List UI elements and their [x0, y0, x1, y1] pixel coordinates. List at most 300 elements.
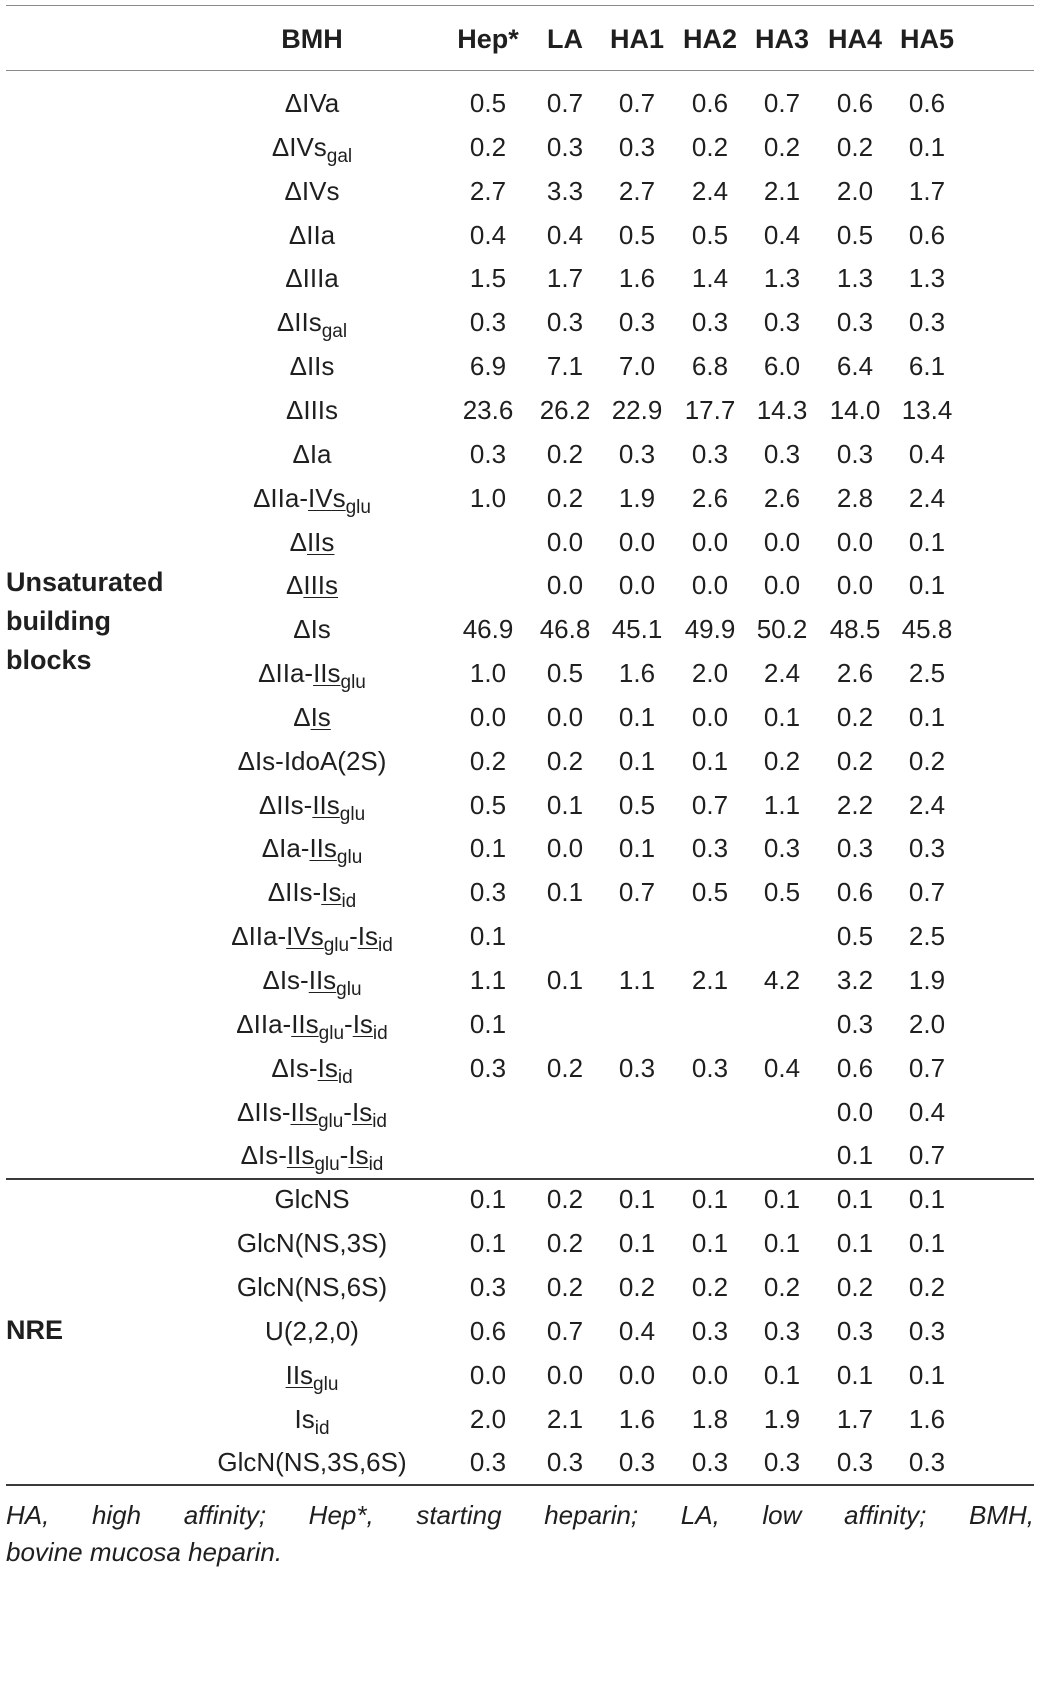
table-cell: 1.9	[618, 482, 656, 513]
table-cell: 1.8	[691, 1403, 729, 1434]
table-cell: 0.3	[618, 1447, 656, 1478]
table-cell: 0.6	[908, 88, 946, 118]
table-cell: 26.2	[539, 394, 591, 425]
table-cell: 1.6	[618, 1403, 656, 1434]
table-cell: 0.0	[763, 570, 801, 601]
table-cell: 1.1	[469, 965, 507, 995]
table-cell: 0.7	[691, 789, 729, 820]
table-cell: 0.1	[908, 570, 946, 601]
label-part: IVs	[308, 482, 346, 513]
table-cell: 0.5	[469, 88, 507, 118]
label-part: ΔIIa-	[236, 1008, 292, 1039]
table-cell: 0.0	[469, 701, 507, 732]
row-label	[238, 746, 387, 776]
table-cell: 0.5	[836, 219, 874, 250]
table-cell: 1.3	[763, 263, 801, 294]
row-label	[285, 176, 340, 206]
table-cell: 17.7	[684, 394, 736, 425]
table-cell: 0.1	[469, 1228, 507, 1259]
table-cell: 2.4	[691, 175, 729, 206]
table-cell: 46.9	[462, 614, 514, 645]
table-cell: 1.6	[908, 1403, 946, 1434]
table-cell: 0.2	[546, 482, 584, 513]
table-cell: 2.5	[908, 921, 946, 952]
label-subscript: id	[368, 1154, 384, 1176]
table-cell: 0.1	[908, 1184, 946, 1215]
label-part: Is	[317, 1052, 338, 1083]
table-cell: 3.2	[836, 965, 874, 995]
table-cell: 0.2	[836, 745, 874, 776]
row-label	[290, 351, 335, 381]
table-cell: 0.0	[618, 526, 656, 557]
label-part: IIs	[313, 658, 341, 689]
table-cell: 0.2	[908, 1271, 946, 1302]
label-subscript: glu	[318, 1022, 345, 1044]
table-cell: 0.0	[546, 570, 584, 601]
table-cell: 0.6	[836, 88, 874, 118]
table-cell: 1.6	[618, 263, 656, 294]
label-part: -	[344, 1008, 353, 1039]
footnote-line-2: bovine mucosa heparin.	[6, 1537, 283, 1567]
table-cell: 0.2	[546, 438, 584, 469]
table-cell: 4.2	[763, 965, 801, 995]
table-cell: 0.7	[908, 1052, 946, 1083]
group-label	[6, 1311, 63, 1350]
table-cell: 2.6	[763, 482, 801, 513]
table-cell: 1.7	[908, 175, 946, 206]
row-label	[240, 1140, 384, 1176]
table-cell: 0.1	[763, 701, 801, 732]
row-label	[276, 307, 348, 343]
table-cell: 0.0	[546, 701, 584, 732]
label-part: Is	[310, 701, 331, 732]
row-label	[271, 1052, 353, 1088]
label-part: ΔIIIs	[285, 394, 339, 425]
table-cell: 0.6	[836, 877, 874, 908]
column-header: HA2	[682, 24, 738, 54]
table-cell: 0.3	[691, 307, 729, 338]
table-cell: 0.2	[546, 1228, 584, 1259]
table-cell: 0.3	[691, 438, 729, 469]
table-cell: 0.0	[836, 526, 874, 557]
table-cell: 0.1	[469, 1008, 507, 1039]
table-cell: 13.4	[901, 394, 953, 425]
table-cell: 0.7	[546, 1315, 584, 1346]
row-label	[271, 131, 353, 167]
table-cell: 0.1	[691, 745, 729, 776]
table-cell: 45.1	[611, 614, 663, 645]
group-label	[6, 563, 164, 680]
label-part: GlcN(NS,3S,6S)	[217, 1447, 407, 1478]
table-cell: 0.4	[546, 219, 584, 250]
label-part: ΔIIs-	[237, 1096, 291, 1127]
row-label	[258, 658, 366, 694]
table-cell: 0.1	[691, 1184, 729, 1215]
table-cell: 0.2	[763, 131, 801, 162]
table-cell: 0.0	[546, 833, 584, 864]
label-part: U(2,2,0)	[265, 1315, 359, 1346]
table-cell: 0.1	[691, 1228, 729, 1259]
table-cell: 0.0	[836, 570, 874, 601]
table-cell: 0.1	[908, 131, 946, 162]
table-cell: 0.0	[691, 1359, 729, 1390]
row-label	[286, 570, 338, 600]
table-cell: 0.4	[618, 1315, 656, 1346]
table-cell: 2.7	[469, 175, 507, 206]
row-label	[293, 614, 331, 644]
table-cell: 0.2	[763, 745, 801, 776]
table-cell: 2.8	[836, 482, 874, 513]
table-cell: 0.2	[691, 131, 729, 162]
row-label	[237, 1272, 387, 1302]
table-cell: 2.4	[908, 482, 946, 513]
row-label	[236, 1008, 388, 1044]
table-cell: 0.6	[908, 219, 946, 250]
table-cell: 45.8	[901, 614, 953, 645]
label-part: IIs	[308, 965, 337, 995]
table-cell: 0.2	[836, 131, 874, 162]
table-cell: 1.9	[908, 965, 946, 995]
table-cell: 0.7	[763, 88, 801, 118]
table-cell: 2.0	[469, 1403, 507, 1434]
table-cell: 0.3	[618, 131, 656, 162]
table-cell: 2.4	[908, 789, 946, 820]
label-part: Is	[352, 1008, 373, 1039]
table-cell: 0.3	[908, 1447, 946, 1478]
header-bmh: BMH	[281, 24, 343, 54]
table-cell: 0.3	[836, 307, 874, 338]
label-part: Δ	[285, 570, 304, 601]
table-cell: 0.4	[763, 1052, 801, 1083]
row-label	[265, 1316, 359, 1346]
table-cell: 0.7	[908, 877, 946, 908]
row-label	[253, 482, 371, 518]
table-cell: 0.3	[908, 1315, 946, 1346]
table-cell: 1.0	[469, 482, 507, 513]
table-cell: 0.1	[836, 1184, 874, 1215]
label-part: ΔIIa-	[231, 921, 287, 952]
table-cell: 0.4	[908, 1096, 946, 1127]
table-cell: 0.1	[618, 833, 656, 864]
table-cell: 14.0	[829, 394, 881, 425]
label-subscript: glu	[339, 803, 366, 825]
table-cell: 0.3	[763, 438, 801, 469]
footnote-line-1: HA, high affinity; Hep*, starting heparin; LA, low affinity; BMH,	[6, 1500, 1034, 1530]
table-cell: 0.1	[763, 1228, 801, 1259]
table-cell: 0.0	[469, 1359, 507, 1390]
table-cell: 0.0	[618, 1359, 656, 1390]
label-part: ΔIVs	[271, 131, 327, 162]
table-top-rule	[6, 5, 1034, 6]
table-cell: 0.2	[618, 1271, 656, 1302]
label-part: ΔIIa-	[253, 482, 308, 513]
table-cell: 0.3	[908, 833, 946, 864]
table-cell: 0.4	[908, 438, 946, 469]
table-cell: 0.6	[469, 1315, 507, 1346]
row-label	[294, 1403, 330, 1439]
table-cell: 2.4	[763, 658, 801, 689]
label-subscript: glu	[345, 496, 371, 518]
table-cell: 0.6	[836, 1052, 874, 1083]
table-cell: 50.2	[756, 614, 808, 645]
row-label	[290, 527, 335, 557]
table-cell: 14.3	[756, 394, 808, 425]
table-cell: 0.3	[618, 307, 656, 338]
table-cell: 46.8	[539, 614, 591, 645]
table-cell: 0.1	[546, 965, 584, 995]
label-part: IIIs	[303, 570, 339, 601]
table-cell: 0.0	[546, 526, 584, 557]
column-header: HA4	[827, 24, 883, 54]
label-part: ΔIIs-	[258, 789, 313, 820]
table-cell: 0.3	[469, 1447, 507, 1478]
table-cell: 1.3	[908, 263, 946, 294]
table-cell: 0.3	[469, 438, 507, 469]
label-subscript: id	[337, 1066, 353, 1088]
label-subscript: glu	[323, 935, 350, 957]
table-cell: 3.3	[546, 175, 584, 206]
table-cell: 0.5	[836, 921, 874, 952]
table-cell: 0.3	[469, 1271, 507, 1302]
table-cell: 0.5	[546, 658, 584, 689]
row-label	[293, 702, 331, 732]
table-cell: 0.5	[691, 877, 729, 908]
label-part: Is	[357, 921, 378, 952]
table-cell: 0.5	[691, 219, 729, 250]
table-cell: 0.5	[763, 877, 801, 908]
table-cell: 0.3	[836, 833, 874, 864]
table-cell: 0.3	[691, 1315, 729, 1346]
label-part: -	[349, 921, 358, 952]
label-part: IIs	[286, 1140, 315, 1171]
row-label	[286, 395, 338, 425]
label-part: ΔIs-	[271, 1052, 318, 1083]
label-subscript: glu	[314, 1154, 340, 1176]
table-cell: 48.5	[829, 614, 881, 645]
table-cell: 7.1	[546, 351, 584, 382]
label-part: IIs	[309, 833, 337, 864]
table-cell: 0.3	[908, 307, 946, 338]
label-part: ΔIIs	[289, 351, 335, 382]
row-label	[285, 1359, 339, 1395]
row-label	[231, 921, 393, 957]
label-subscript: id	[377, 935, 393, 957]
column-header: HA1	[609, 24, 665, 54]
label-part: Is	[321, 877, 342, 908]
row-label	[262, 965, 362, 1000]
table-cell: 0.3	[836, 1008, 874, 1039]
group-divider-rule	[6, 1178, 1034, 1180]
table-cell: 6.8	[691, 351, 729, 382]
table-cell: 0.3	[836, 1447, 874, 1478]
table-cell: 6.4	[836, 351, 874, 382]
table-cell: 2.6	[836, 658, 874, 689]
table-cell: 1.7	[836, 1403, 874, 1434]
label-part: Is	[348, 1140, 369, 1171]
column-header: LA	[547, 24, 583, 54]
table-cell: 0.3	[546, 1447, 584, 1478]
table-cell: 0.7	[546, 88, 584, 118]
table-cell: 0.2	[546, 1184, 584, 1215]
table-cell: 1.9	[763, 1403, 801, 1434]
table-cell: 2.6	[691, 482, 729, 513]
label-subscript: id	[314, 1417, 330, 1439]
table-cell: 49.9	[684, 614, 736, 645]
table-cell: 0.3	[763, 833, 801, 864]
label-part: Is	[294, 1403, 315, 1434]
table-cell: 0.1	[618, 745, 656, 776]
label-subscript: glu	[313, 1373, 339, 1395]
row-label	[292, 439, 331, 469]
row-label	[217, 1447, 406, 1477]
table-cell: 0.4	[469, 219, 507, 250]
table-cell: 0.7	[618, 88, 656, 118]
table-cell: 1.1	[763, 789, 801, 820]
table-cell: 7.0	[618, 351, 656, 382]
label-subscript: id	[372, 1110, 387, 1132]
table-cell: 1.6	[618, 658, 656, 689]
label-part: ΔIIa-	[258, 658, 314, 689]
label-part: ΔIa	[292, 438, 332, 469]
table-cell: 0.2	[908, 745, 946, 776]
table-cell: 0.0	[763, 526, 801, 557]
table-cell: 0.3	[763, 307, 801, 338]
label-part: IIs	[290, 1096, 318, 1127]
column-header: HA3	[754, 24, 810, 54]
label-part: ΔIa-	[261, 833, 310, 864]
label-subscript: gal	[321, 321, 348, 343]
table-cell: 0.3	[546, 307, 584, 338]
label-part: IVs	[286, 921, 324, 952]
table-cell: 0.3	[836, 438, 874, 469]
table-cell: 0.0	[691, 701, 729, 732]
table-cell: 2.0	[836, 175, 874, 206]
label-part: GlcNS	[274, 1184, 350, 1215]
label-part: -	[343, 1096, 352, 1127]
table-cell: 0.1	[908, 1359, 946, 1390]
table-cell: 0.5	[618, 789, 656, 820]
table-cell: 1.3	[836, 263, 874, 294]
table-cell: 0.5	[618, 219, 656, 250]
group-label-line: Unsaturated	[6, 566, 164, 597]
label-part: IIs	[312, 789, 340, 820]
label-subscript: glu	[317, 1110, 344, 1132]
label-part: ΔIs	[293, 614, 331, 645]
table-cell: 2.1	[546, 1403, 584, 1434]
table-cell: 0.1	[908, 1228, 946, 1259]
table-cell: 0.1	[618, 701, 656, 732]
table-cell: 0.1	[908, 526, 946, 557]
table-cell: 0.2	[546, 745, 584, 776]
table-cell: 0.3	[469, 877, 507, 908]
table-cell: 0.3	[469, 1052, 507, 1083]
row-label	[289, 220, 335, 250]
label-subscript: glu	[336, 847, 363, 869]
table-cell: 0.3	[763, 1315, 801, 1346]
table-cell: 0.2	[546, 1052, 584, 1083]
table-cell: 0.7	[618, 877, 656, 908]
table-cell: 0.2	[763, 1271, 801, 1302]
table-cell: 2.2	[836, 789, 874, 820]
header-rule	[6, 70, 1034, 71]
label-part: Δ	[289, 526, 307, 557]
group-label-line: blocks	[6, 644, 92, 675]
label-part: ΔIVa	[284, 88, 340, 118]
label-part: ΔIIIa	[285, 263, 339, 294]
label-part: Is	[351, 1096, 373, 1127]
table-cell: 0.3	[469, 307, 507, 338]
table-cell: 0.3	[691, 1052, 729, 1083]
table-cell: 1.7	[546, 263, 584, 294]
table-cell: 23.6	[462, 394, 514, 425]
row-label	[285, 263, 339, 293]
label-part: GlcN(NS,6S)	[236, 1271, 388, 1302]
label-subscript: id	[372, 1022, 388, 1044]
label-part: ΔIVs	[284, 175, 340, 206]
table-cell: 0.3	[691, 1447, 729, 1478]
table-cell: 6.0	[763, 351, 801, 382]
table-cell: 6.9	[469, 351, 507, 382]
table-cell: 0.1	[469, 833, 507, 864]
table-cell: 0.1	[763, 1184, 801, 1215]
table-cell: 0.3	[836, 1315, 874, 1346]
table-cell: 0.1	[546, 789, 584, 820]
table-cell: 0.3	[618, 1052, 656, 1083]
table-cell: 0.1	[469, 1184, 507, 1215]
table-cell: 0.4	[763, 219, 801, 250]
label-part: ΔIIs-	[267, 877, 322, 908]
table-cell: 0.0	[691, 570, 729, 601]
table-cell: 2.0	[908, 1008, 946, 1039]
label-subscript: id	[341, 891, 357, 913]
table-cell: 1.4	[691, 263, 729, 294]
table-cell: 0.0	[546, 1359, 584, 1390]
table-cell: 1.0	[469, 658, 507, 689]
table-cell: 0.0	[836, 1096, 874, 1127]
table-cell: 1.1	[618, 965, 656, 995]
table-cell: 0.7	[908, 1140, 946, 1171]
table-cell: 0.3	[618, 438, 656, 469]
row-label	[261, 833, 363, 869]
table-cell: 0.2	[836, 1271, 874, 1302]
table-cell: 0.3	[763, 1447, 801, 1478]
table-cell: 0.0	[618, 570, 656, 601]
label-part: ΔIs-	[262, 965, 309, 995]
label-part: IIs	[285, 1359, 314, 1390]
table-cell: 0.1	[908, 701, 946, 732]
table-cell: 22.9	[611, 394, 663, 425]
table-cell: 0.1	[469, 921, 507, 952]
column-header: Hep*	[457, 24, 519, 54]
table-cell: 0.3	[546, 131, 584, 162]
label-part: Δ	[293, 701, 311, 732]
label-part: -	[339, 1140, 349, 1171]
label-part: IIs	[291, 1008, 319, 1039]
table-cell: 0.3	[691, 833, 729, 864]
table-cell: 0.1	[618, 1228, 656, 1259]
group-label-line: NRE	[6, 1315, 64, 1346]
table-cell: 2.5	[908, 658, 946, 689]
row-label	[237, 1096, 387, 1132]
row-label	[285, 88, 339, 118]
table-cell: 0.1	[836, 1359, 874, 1390]
label-part: IIs	[306, 526, 335, 557]
label-part: GlcN(NS,3S)	[236, 1228, 388, 1259]
table-cell: 0.2	[836, 701, 874, 732]
table-bottom-rule	[6, 1484, 1034, 1486]
table-cell: 1.5	[469, 263, 507, 294]
table-cell: 0.1	[763, 1359, 801, 1390]
